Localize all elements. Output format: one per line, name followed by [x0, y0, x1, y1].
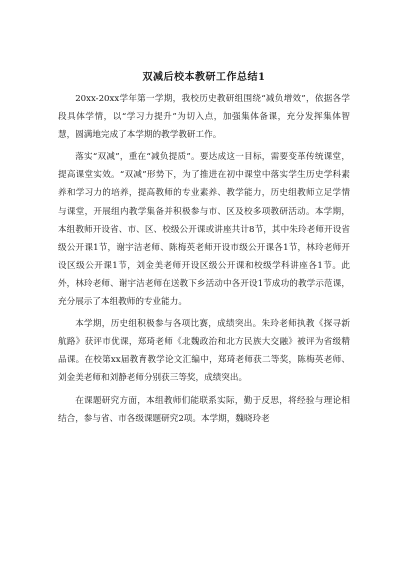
document-body — [58, 90, 350, 428]
paragraph-intro: 20xx-20xx学年第一学期，我校历史教研组围绕“减负增效”，依据各学段具体学情，以“学习力提升”为切入点，加强集体备课，充分发挥集体智慧，圆满地完成了本学期的教学教研工作。 — [58, 94, 350, 141]
document-title: 双减后校本教研工作总结1 — [142, 72, 266, 83]
paragraph-research: 在课题研究方面，本组教师们能联系实际，勤于反思，将经验与理论相结合，参与省、市各级课题研究2项。本学期，魏晓玲老 — [58, 395, 350, 424]
paragraph-double-reduction: 落实“双减”，重在“减负提质”。要达成这一目标，需要变革传统课堂，提高课堂实效。“双减”形势下，为了推进在初中课堂中落实学生历史学科素养和学习力的培养，提高教师的专业素养、教学能力，历史组教师立足学情与课堂，开展组内教学集备并积极参与市、区及校多项教研活动。本学期，本组教师开设省、市、区、校级公开课或讲座共计8节，其中朱玲老师开设省级公开课1节，谢宇洁老师、陈梅英老师开设市级公开课各1节，林玲老师开设区级公开课1节，刘金美老师开设区级公开课和校级学科讲座各1节。此外，林玲老师、谢宇洁老师在送教下乡活动中各开设1节成功的教学示范课，充分展示了本组教师的专业能力。 — [58, 152, 350, 308]
paragraph-competitions: 本学期，历史组积极参与各项比赛，成绩突出。朱玲老师执教《探寻新航路》获评市优课，郑琦老师《北魏政治和北方民族大交融》被评为省级精品课。在校第xx届教育教学论文汇编中，郑琦老师获二等奖，陈梅英老师、刘金美老师和刘静老师分别获三等奖，成绩突出。 — [58, 319, 350, 384]
